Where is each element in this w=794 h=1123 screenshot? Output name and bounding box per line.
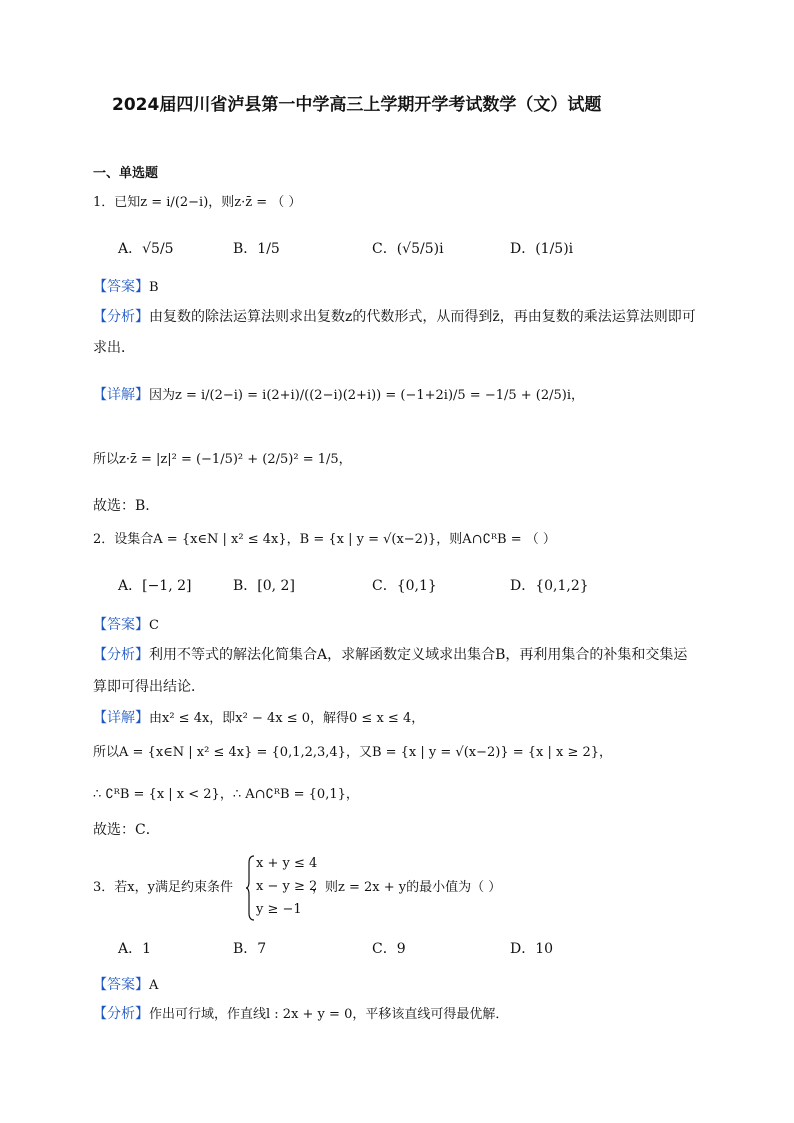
- q2-option-b: B．[0, 2]: [233, 578, 295, 594]
- left-brace-icon: [245, 855, 255, 921]
- q2-analysis-line1: 利用不等式的解法化简集合A，求解函数定义域求出集合B，再利用集合的补集和交集运: [149, 647, 688, 663]
- section-heading: 一、单选题: [93, 166, 159, 181]
- q3-analysis-line1: 作出可行域，作直线l : 2x + y = 0，平移该直线可得最优解．: [149, 1007, 509, 1022]
- q1-option-d: D．(1/5)i: [510, 241, 574, 257]
- q2-analysis: [93, 645, 687, 665]
- q2-option-a: A．[−1, 2]: [118, 578, 192, 594]
- q1-answer: [93, 276, 159, 296]
- q2-answer-value: C: [149, 618, 159, 633]
- q3-stem-start: 3．若x，y满足约束条件: [93, 880, 233, 895]
- analysis-tag: 【分析】: [93, 1006, 149, 1022]
- q2-detail: [93, 708, 424, 729]
- q1-analysis-line1: 由复数的除法运算法则求出复数z的代数形式，从而得到z̄，再由复数的乘法运算法则即可: [149, 309, 696, 325]
- q3-option-a: A．1: [118, 941, 152, 957]
- q3-constraint-brace: [245, 855, 255, 921]
- q3-constraint-3: y ≥ −1: [256, 902, 302, 917]
- q2-option-d: D．{0,1,2}: [510, 578, 589, 594]
- analysis-tag: 【分析】: [93, 647, 149, 663]
- q2-conclusion: 故选：C．: [93, 822, 160, 838]
- analysis-tag: 【分析】: [93, 309, 149, 325]
- q1-option-c: C．(√5/5)i: [372, 241, 444, 257]
- q1-detail: [93, 385, 584, 406]
- q2-detail-line2: 所以A = {x∈N | x² ≤ 4x} = {0,1,2,3,4}，又B = {x | y = √(x−2)} = {x | x ≥ 2}，: [93, 745, 613, 760]
- detail-tag: 【详解】: [93, 710, 149, 726]
- q1-analysis-line2: 求出．: [93, 340, 135, 356]
- q2-detail-line1: 由x² ≤ 4x，即x² − 4x ≤ 0，解得0 ≤ x ≤ 4，: [149, 711, 425, 726]
- q2-stem: 2．设集合A = {x∈N | x² ≤ 4x}，B = {x | y = √(x−2)}，则A∩∁ᴿB = （ ）: [93, 532, 556, 547]
- q1-analysis: [93, 307, 696, 327]
- q1-conclusion: 故选：B.: [93, 498, 150, 514]
- q1-detail-line2: 所以z·z̄ = |z|² = (−1/5)² + (2/5)² = 1/5，: [93, 452, 352, 467]
- q2-analysis-line2: 算即可得出结论．: [93, 679, 205, 695]
- q3-answer-value: A: [149, 978, 159, 993]
- q3-constraint-1: x + y ≤ 4: [256, 856, 318, 871]
- q2-answer: [93, 614, 159, 634]
- q3-constraint-2: x − y ≥ 2: [256, 879, 318, 894]
- q3-stem-end: ，则z = 2x + y的最小值为（ ）: [312, 880, 502, 895]
- page-title: 2024届四川省泸县第一中学高三上学期开学考试数学（文）试题: [112, 95, 602, 115]
- q1-option-b: B．1/5: [233, 241, 280, 257]
- detail-tag: 【详解】: [93, 387, 149, 403]
- q1-detail-line1: 因为z = i/(2−i) = i(2+i)/((2−i)(2+i)) = (−1+2i)/5 = −1/5 + (2/5)i，: [149, 388, 585, 403]
- q1-answer-value: B: [149, 280, 159, 295]
- q2-detail-line3: ∴ ∁ᴿB = {x | x < 2}，∴ A∩∁ᴿB = {0,1}，: [93, 787, 359, 802]
- q1-stem: 1．已知z = i/(2−i)，则z·z̄ = （ ）: [93, 195, 302, 210]
- q3-analysis: [93, 1004, 508, 1025]
- q3-answer: [93, 974, 158, 994]
- q3-option-b: B．7: [233, 941, 267, 957]
- q2-option-c: C．{0,1}: [372, 578, 437, 594]
- q3-option-c: C．9: [372, 941, 406, 957]
- answer-tag: 【答案】: [93, 279, 149, 295]
- q3-option-d: D．10: [510, 941, 554, 957]
- answer-tag: 【答案】: [93, 977, 149, 993]
- q1-option-a: A．√5/5: [118, 241, 174, 257]
- answer-tag: 【答案】: [93, 617, 149, 633]
